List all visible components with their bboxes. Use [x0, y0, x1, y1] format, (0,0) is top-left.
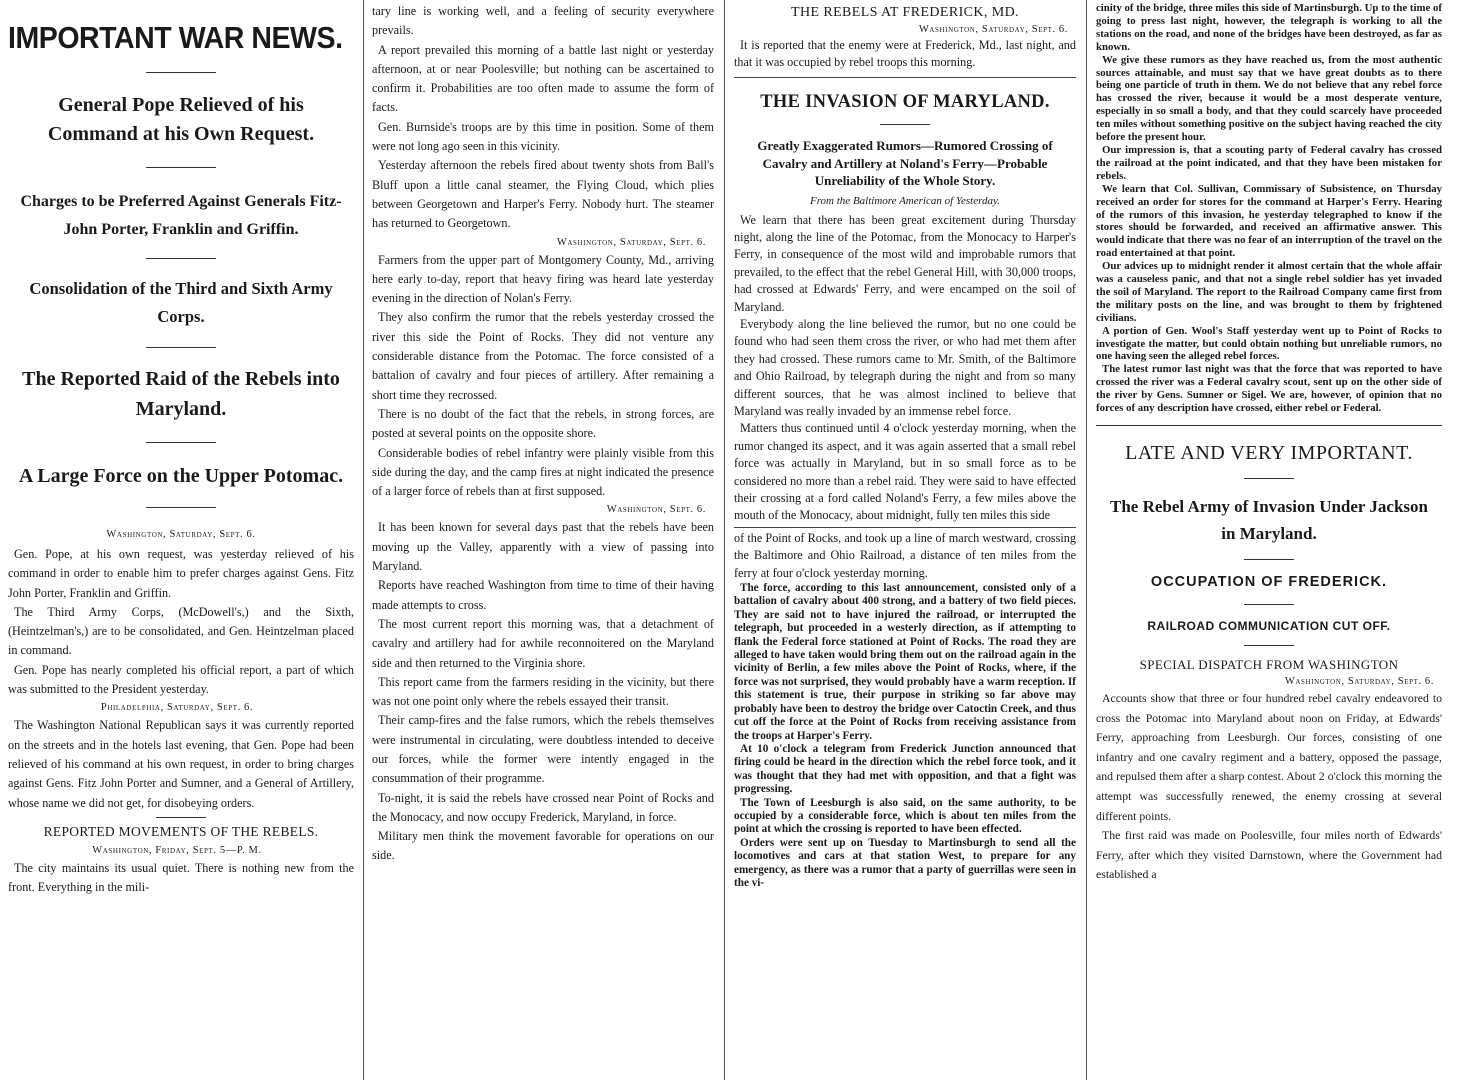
paragraph: It has been known for several days past that the rebels have been moving up the Valley, apparently with a view of passing into Maryland. [372, 520, 714, 574]
paragraph: This report came from the farmers residing in the vicinity, but there was not one point only where the rebels essayed their transit. [372, 674, 714, 709]
paragraph: There is no doubt of the fact that the rebels, in strong forces, are posted at several points on the opposite shore. [372, 406, 714, 441]
divider [1244, 645, 1294, 646]
column-4 [1090, 0, 1448, 1080]
column-3 [728, 0, 1082, 1080]
paragraph: The city maintains its usual quiet. There is nothing new from the front. Everything in the mili- [8, 860, 354, 895]
divider [146, 258, 216, 259]
divider [156, 817, 206, 818]
paragraph: Their camp-fires and the false rumors, which the rebels themselves were instrumental in circulating, were doubtless intended to deceive our forces, while the former were intently engaged in the consummation of their programme. [372, 713, 714, 786]
paragraph: A report prevailed this morning of a battle last night or yesterday afternoon, at or near Poolesville; but nothing can be ascertained to confirm it. Probabilities are too often made to assume the form of facts. [372, 42, 714, 115]
paragraph: It is reported that the enemy were at Frederick, Md., last night, and that it was occupied by rebel troops this morning. [734, 38, 1076, 69]
paragraph: Farmers from the upper part of Montgomery County, Md., arriving here early to-day, report that heavy firing was heard late yesterday evening in the direction of Nolan's Ferry. [372, 252, 714, 306]
paragraph: Yesterday afternoon the rebels fired about twenty shots from Ball's Bluff upon a little canal steamer, the Flying Cloud, which plies between Georgetown and Harper's Ferry. Nobody hurt. The steamer has returned to Georgetown. [372, 158, 714, 231]
dateline: Washington, Sept. 6. [606, 504, 706, 516]
paragraph: Military men think the movement favorable for operations on our side. [372, 829, 714, 863]
paragraph: A portion of Gen. Wool's Staff yesterday went up to Point of Rocks to investigate the matter, but could obtain nothing but unreliable rumors, no one having seen the alleged rebel forces. [1096, 324, 1442, 363]
headline-consolidation: Consolidation of the Third and Sixth Army Corps. [29, 279, 333, 326]
paragraph: Gen. Burnside's troops are by this time in position. Some of them were not long ago seen in this vicinity. [372, 119, 714, 154]
column-2 [366, 0, 722, 1080]
paragraph: Our advices up to midnight render it almost certain that the whole affair was a causeless panic, and that not a single rebel soldier has yet invaded the soil of Maryland. The report to the Railroad Company came first from the military posts on the line, and was brought to them by frightened civilians. [1096, 260, 1442, 324]
paragraph: Accounts show that three or four hundred rebel cavalry endeavored to cross the Potomac into Maryland about noon on Friday, at Edwards' Ferry, approaching from Leesburgh. Our forces, consisting of one infantry and one cavalry regiment and a battery, opposed the passage, and repulsed them after a sharp contest. About 2 o'clock this morning the attempt was successfully renewed, the enemy crossing at several different points. [1096, 691, 1442, 823]
divider [1244, 604, 1294, 605]
headline-large-force: A Large Force on the Upper Potomac. [18, 465, 344, 487]
divider [146, 167, 216, 168]
headline-rebels-at-frederick: THE REBELS AT FREDERICK, MD. [791, 5, 1019, 20]
divider [1244, 559, 1294, 560]
paragraph: Everybody along the line believed the rumor, but no one could be found who had seen them cross the river, or who had met them after they had crossed. These rumors came to Mr. Smith, of the Baltimore and Ohio Railroad, by telegraph during the night and from so many different sources, that he was almost inclined to believe that Maryland was really invaded by an immense rebel force. [734, 316, 1076, 418]
dateline: Washington, Saturday, Sept. 6. [556, 236, 706, 248]
paragraph: Gen. Pope, at his own request, was yesterday relieved of his command in order to enable him to prefer charges against Gens. Fitz John Porter, Franklin and Griffin. [8, 547, 354, 600]
divider [146, 72, 216, 73]
divider [880, 124, 930, 125]
paragraph: tary line is working well, and a feeling of security everywhere prevails. [372, 4, 714, 38]
paragraph: cinity of the bridge, three miles this side of Martinsburgh. Up to the time of going to press last night, however, the telegraph is working to all the stations on the road, and none of the bridges have been destroyed, as far as known. [1096, 2, 1442, 53]
paragraph: At 10 o'clock a telegram from Frederick Junction announced that firing could be heard in the direction which the rebel force took, and it was thought that they had met with opposition, and that a fight was progressing. [734, 742, 1076, 796]
paragraph: To-night, it is said the rebels have crossed near Point of Rocks and the Monocacy, and now occupy Frederick, Maryland, in force. [372, 790, 714, 824]
headline-charges: Charges to be Preferred Against Generals Fitz-John Porter, Franklin and Griffin. [20, 193, 342, 238]
paragraph: Reports have reached Washington from time to time of their having made attempts to cross. [372, 578, 714, 612]
column-rule [724, 0, 725, 1080]
paragraph: Matters thus continued until 4 o'clock yesterday morning, when the rumor changed its aspect, and it was again asserted that a small rebel force was actually in Maryland, but in so small force as to be considered no more than a rebel raid. They were said to have effected their crossing at a ford called Noland's Ferry, a few miles above the mouth of the Monocacy, about midnight, fully ten miles this side [734, 421, 1076, 523]
headline-late-and-very-important: LATE AND VERY IMPORTANT. [1125, 442, 1413, 464]
headline-special-dispatch: SPECIAL DISPATCH FROM WASHINGTON [1139, 657, 1399, 672]
headline-pope-relieved: General Pope Relieved of his Command at his Own Request. [47, 94, 315, 145]
paragraph: The latest rumor last night was that the force that was reported to have crossed the river was a Federal cavalry scout, sent up on the other side of the river by Gens. Sumner or Sigel. We are, however, of opinion that no forces of any description have crossed, either rebel or Federal. [1096, 363, 1442, 415]
paragraph: The Third Army Corps, (McDowell's,) and the Sixth, (Heintzelman's,) are to be consolidated, and Gen. Heintzelman placed in command. [8, 604, 354, 658]
divider [1096, 425, 1442, 426]
paragraph: Gen. Pope has nearly completed his official report, a part of which was submitted to the President yesterday. [8, 662, 354, 697]
paragraph: We learn that Col. Sullivan, Commissary of Subsistence, on Thursday received an order for stores for the command at Harper's Ferry. Hearing of the rumors of this invasion, he yesterday telegraphed to know if the stores should be forwarded, and received an affirmative answer. This would indicate that there was no fear of an interruption of the travel on the road entertained at that point. [1096, 182, 1442, 260]
headline-exaggerated-rumors: Greatly Exaggerated Rumors—Rumored Crossing of Cavalry and Artillery at Noland's Ferry—Probable Unreliability of the Whole Story. [757, 138, 1053, 188]
headline-railroad-cut-off: RAILROAD COMMUNICATION CUT OFF. [1147, 619, 1391, 633]
dateline: Philadelphia, Saturday, Sept. 6. [100, 702, 254, 714]
divider [1244, 478, 1294, 479]
headline-reported-raid: The Reported Raid of the Rebels into Maryland. [22, 368, 340, 420]
paragraph: Our impression is, that a scouting party of Federal cavalry has crossed the railroad at the point indicated, and that they have been mistaken for rebels. [1096, 143, 1442, 182]
divider [146, 442, 216, 443]
paragraph: We learn that there has been great excitement during Thursday night, along the line of the Potomac, from the Monocacy to Harper's Ferry, in consequence of the most wild and improbable rumors that prevailed, to the effect that the rebel General Hill, with 30,000 troops, had crossed at Edwards' Ferry, and were encamped on the soil of Maryland. [734, 212, 1076, 314]
paragraph: The first raid was made on Poolesville, four miles north of Edwards' Ferry, after which they visited Darnstown, where the Government had established a [1096, 828, 1442, 882]
source-note: From the Baltimore American of Yesterday. [809, 194, 1001, 207]
paragraph: The Washington National Republican says it was currently reported on the streets and in the hotels last evening, that Gen. Pope had been relieved of his command at his own request, in order to bring charges against Gens. Fitz John Porter and Sumner, and a General of Artillery, whose name we did not get, for disobeying orders. [8, 718, 354, 810]
divider [734, 77, 1076, 78]
dateline: Washington, Saturday, Sept. 6. [1284, 676, 1434, 687]
headline-rebel-army-invasion: The Rebel Army of Invasion Under Jackson in Maryland. [1110, 497, 1428, 543]
paragraph: We give these rumors as they have reached us, from the most authentic sources attainable, and must say that we have great doubts as to there being one particle of truth in them. We do not believe that any rebel force has crossed the river, because it would be a most desperate venture, especially in so small a body, and that they could scarcely have proceeded ten miles without something positive on the subject having reached the city before the present hour. [1096, 53, 1442, 144]
paragraph: The Town of Leesburgh is also said, on the same authority, to be occupied by a considerable force, which is about ten miles from the point at which the crossing is reported to have been effected. [734, 796, 1076, 836]
column-1 [0, 0, 362, 1080]
column-rule [363, 0, 364, 1080]
masthead: IMPORTANT WAR NEWS. [8, 20, 343, 55]
paragraph: of the Point of Rocks, and took up a line of march westward, crossing the Baltimore and Ohio Railroad, a distance of ten miles from the ferry at four o'clock yesterday morning. [734, 530, 1076, 580]
paragraph: The most current report this morning was, that a detachment of cavalry and artillery had for awhile reconnoitered on the Maryland side and then returned to the Virginia shore. [372, 616, 714, 670]
dateline: Washington, Saturday, Sept. 6. [918, 24, 1068, 35]
headline-occupation-frederick: OCCUPATION OF FREDERICK. [1150, 574, 1388, 590]
paragraph: Considerable bodies of rebel infantry were plainly visible from this side during the day, and the camp fires at night indicated the presence of a larger force of rebels than at first supposed. [372, 445, 714, 499]
headline-invasion-of-maryland: THE INVASION OF MARYLAND. [760, 92, 1050, 112]
column-rule [1086, 0, 1087, 1080]
paragraph: Orders were sent up on Tuesday to Martinsburgh to send all the locomotives and cars at that station West, to prepare for any emergency, as there was a rumor that a party of guerrillas were seen in the vi- [734, 836, 1076, 889]
divider [734, 527, 1076, 528]
headline-reported-movements: REPORTED MOVEMENTS OF THE REBELS. [43, 823, 319, 839]
paragraph: The force, according to this last announcement, consisted only of a battalion of cavalry about 400 strong, and a battery of two field pieces. They are said not to have injured the railroad, or interrupted the telegraph, but proceeded in a westerly direction, as if attempting to flank the Federal force stationed at Point of Rocks. The road they are alleged to have taken would bring them out on the railroad again in the vicinity of Berlin, a few miles above the Point of Rocks, where, if the force was not surprised, they would probably have a warm reception. If this statement is true, their purpose in striking so far above may probably have been to destroy the bridge over Catoctin Creek, and thus cut off the force at the Point of Rocks from receiving assistance from the troops at Harper's Ferry. [734, 582, 1076, 742]
dateline: Washington, Saturday, Sept. 6. [106, 529, 256, 540]
divider [146, 347, 216, 348]
divider [146, 507, 216, 508]
paragraph: They also confirm the rumor that the rebels yesterday crossed the river this side the Point of Rocks. They did not venture any considerable distance from the Potomac. The force consisted of a battalion of cavalry and four pieces of artillery. After remaining a short time they recrossed. [372, 310, 714, 402]
dateline: Washington, Friday, Sept. 5—P. M. [92, 844, 262, 856]
